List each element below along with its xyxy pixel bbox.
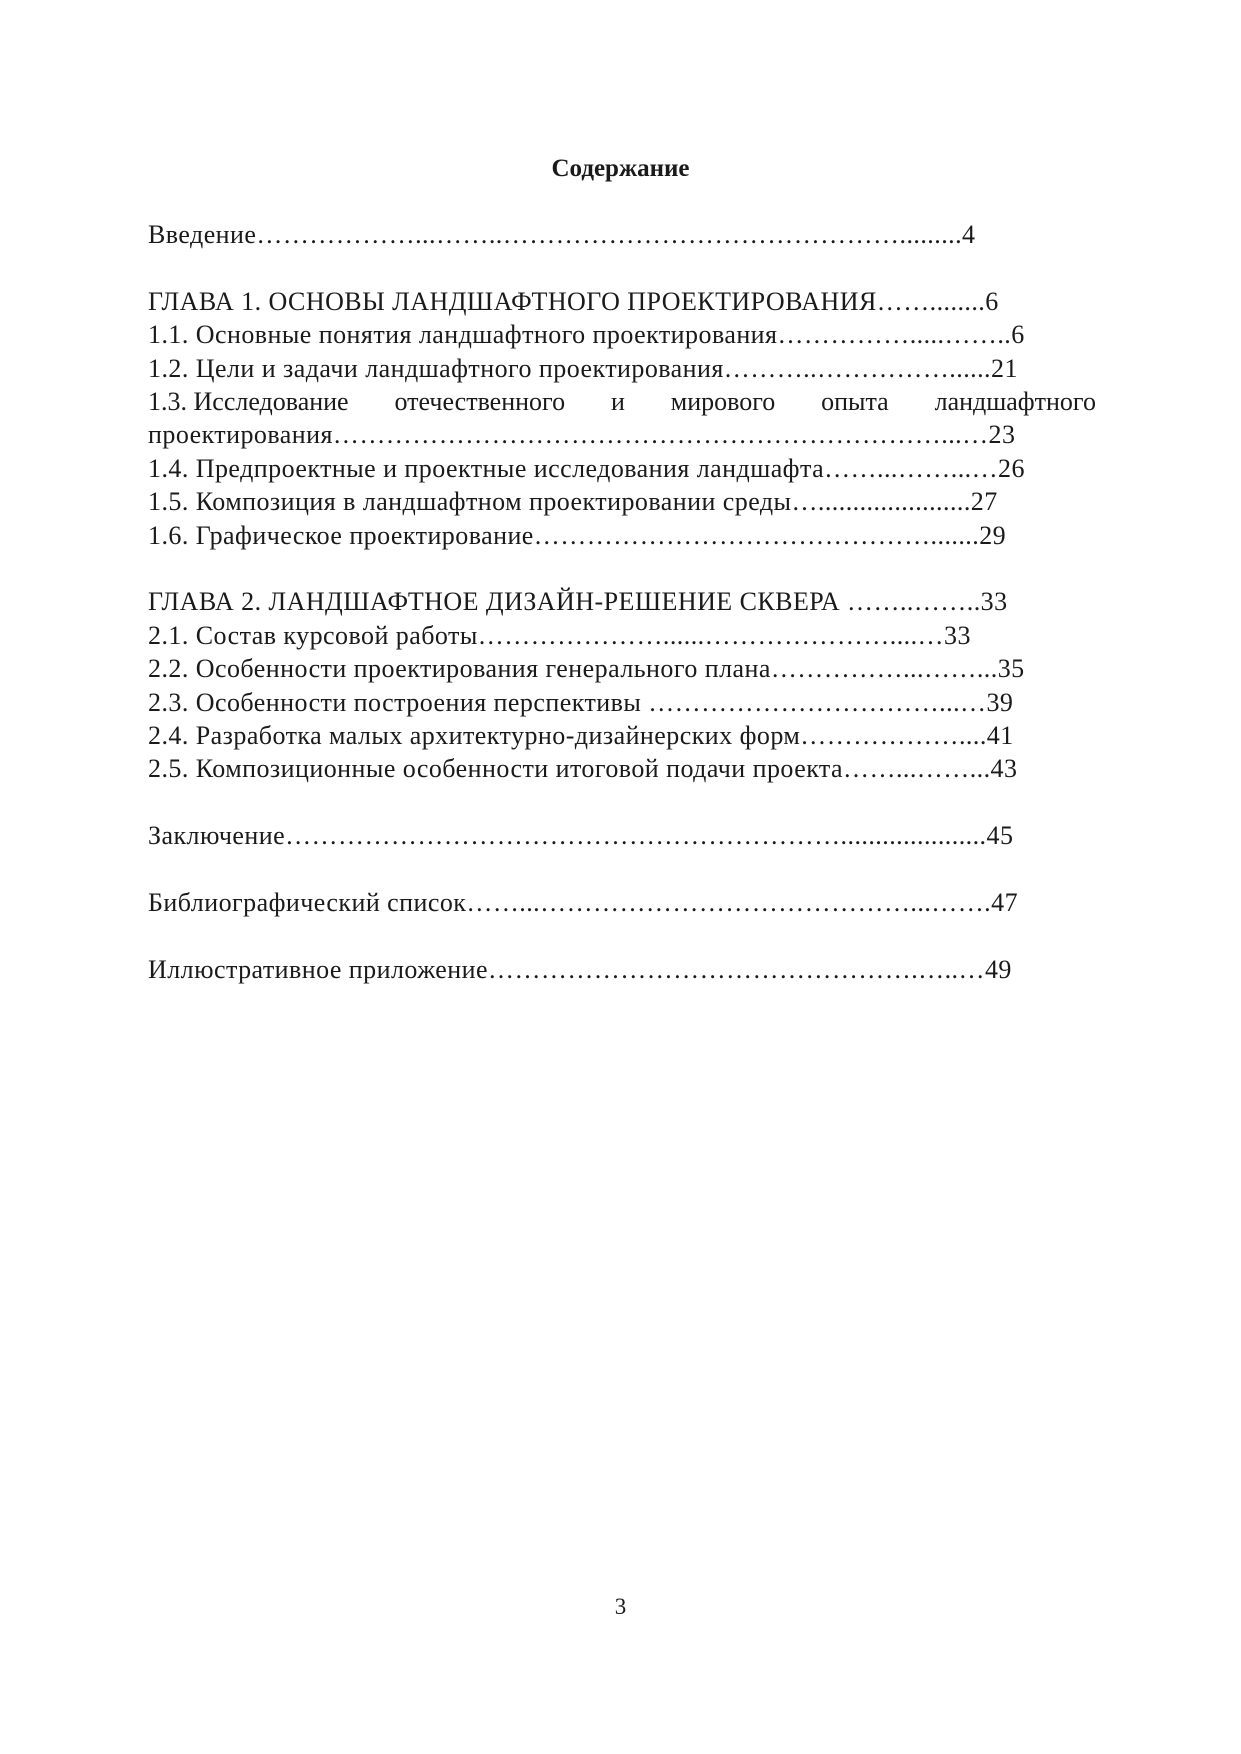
spacer xyxy=(148,552,1096,585)
table-of-contents xyxy=(148,218,1096,986)
toc-entry-1-1[interactable]: 1.1. Основные понятия ландшафтного проектирования…………….....……..6 xyxy=(148,320,1025,350)
toc-entry-introduction[interactable]: Введение………………...……..……………………………………….........4 xyxy=(148,220,976,249)
toc-entry-1-3-word: и xyxy=(610,387,625,417)
toc-entry-2-1[interactable]: 2.1. Состав курсовой работы…………………......…………………....…33 xyxy=(148,620,971,650)
toc-chapter-1-heading[interactable]: ГЛАВА 1. ОСНОВЫ ЛАНДШАФТНОГО ПРОЕКТИРОВАНИЯ……........6 xyxy=(148,286,999,316)
page-title: Содержание xyxy=(551,155,690,182)
spacer xyxy=(148,251,1096,284)
spacer xyxy=(148,853,1096,886)
spacer xyxy=(148,919,1096,952)
toc-entry-1-3-continuation[interactable]: проектирования……………………………………………………………...…23 xyxy=(148,420,1016,450)
toc-entry-1-3[interactable] xyxy=(148,385,1096,418)
toc-entry-1-4[interactable]: 1.4. Предпроектные и проектные исследования ландшафта……...……...…26 xyxy=(148,453,1025,483)
toc-entry-conclusion[interactable]: Заключение……………………………………………………….....................45 xyxy=(148,821,1014,851)
toc-entry-1-6[interactable]: 1.6. Графическое проектирование……………………………………….......29 xyxy=(148,520,1007,550)
toc-entry-1-5[interactable]: 1.5. Композиция в ландшафтном проектировании среды…......................27 xyxy=(148,487,998,517)
toc-entry-bibliography[interactable]: Библиографический список……...……………………………………...…….47 xyxy=(148,888,1019,918)
toc-entry-2-3[interactable]: 2.3. Особенности построения перспективы ……………………………...…39 xyxy=(148,687,1014,717)
toc-entry-1-3-word: мирового xyxy=(670,387,776,417)
toc-entry-1-3-word: отечественного xyxy=(394,387,566,417)
toc-entry-1-3-word: ландшафтного xyxy=(934,387,1096,417)
toc-entry-1-3-word: опыта xyxy=(821,387,889,417)
page-number: 3 xyxy=(614,1594,627,1619)
toc-entry-2-4[interactable]: 2.4. Разработка малых архитектурно-дизайнерских форм………………....41 xyxy=(148,721,1014,751)
toc-entry-1-3-word: 1.3. Исследование xyxy=(148,387,349,417)
toc-entry-2-2[interactable]: 2.2. Особенности проектирования генерального плана……………...……...35 xyxy=(148,654,1025,684)
toc-chapter-2-heading[interactable]: ГЛАВА 2. ЛАНДШАФТНОЕ ДИЗАЙН-РЕШЕНИЕ СКВЕРА ……..……..33 xyxy=(148,587,1008,617)
toc-entry-2-5[interactable]: 2.5. Композиционные особенности итоговой подачи проекта……...……...43 xyxy=(148,754,1018,784)
toc-entry-1-2[interactable]: 1.2. Цели и задачи ландшафтного проектирования………..……………......21 xyxy=(148,353,1018,383)
spacer xyxy=(148,786,1096,819)
toc-entry-appendix[interactable]: Иллюстративное приложение………………………………………….…..…49 xyxy=(148,954,1012,984)
